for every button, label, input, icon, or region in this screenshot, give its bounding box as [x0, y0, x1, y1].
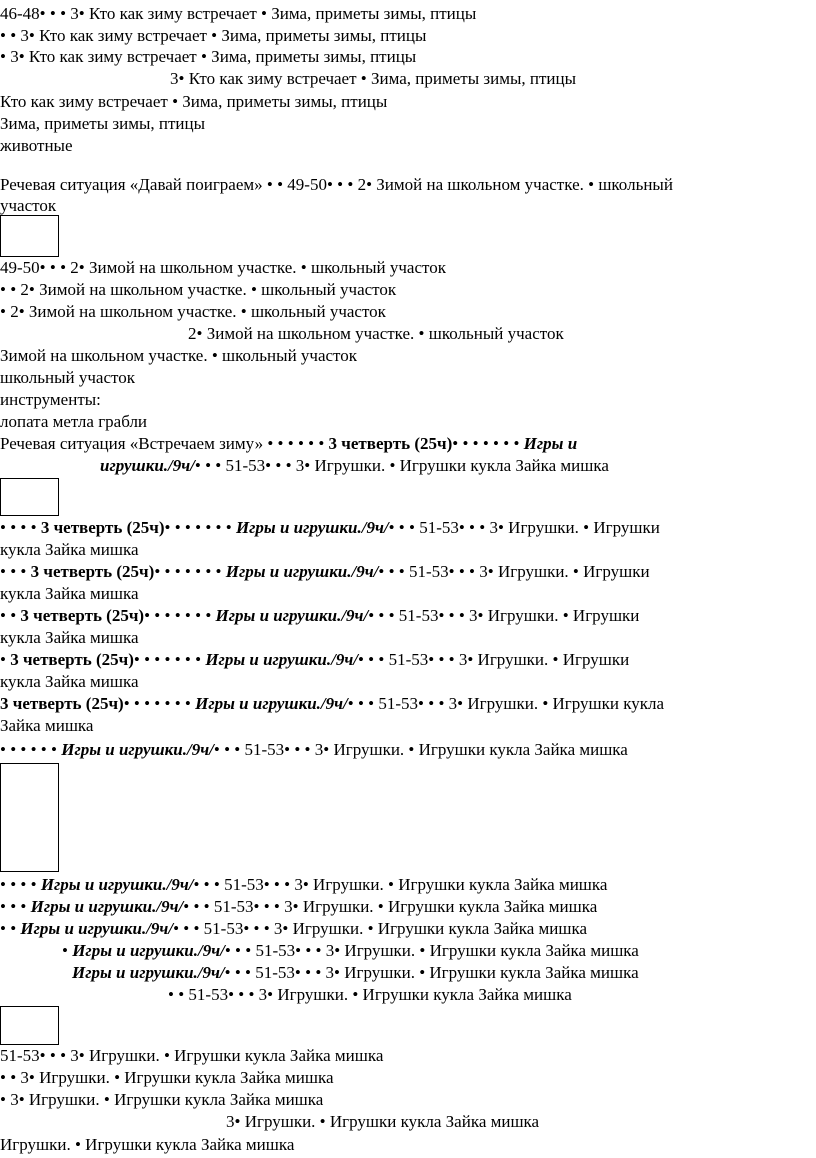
text-run: Речевая ситуация «Давай поиграем» • • 49-50• • • 2• Зимой на школьном участке. • школьный	[0, 175, 673, 194]
text-line	[0, 196, 56, 216]
bold-italic-text: Игры и игрушки./9ч/	[215, 606, 369, 625]
text-run: кукла Зайка мишка	[0, 628, 139, 647]
text-line	[0, 540, 139, 560]
text-run: 51-53• • • 3• Игрушки. • Игрушки кукла Зайка мишка	[0, 1046, 384, 1065]
text-line	[0, 1046, 383, 1066]
text-run: 49-50• • • 2• Зимой на школьном участке. • школьный участок	[0, 258, 446, 277]
text-run: • •	[0, 919, 21, 938]
text-run: животные	[0, 136, 73, 155]
text-line	[0, 606, 639, 626]
text-line	[0, 368, 135, 388]
bold-italic-text: Игры и игрушки./9ч/	[72, 963, 225, 982]
text-line	[0, 694, 664, 714]
text-line	[0, 47, 416, 67]
bold-italic-text: Игры и игрушки./9ч/	[20, 919, 174, 938]
text-run: •	[62, 941, 73, 960]
text-run: • • •	[0, 562, 31, 581]
bold-text: 3 четверть (25ч)	[30, 562, 155, 581]
text-run: • • • 51-53• • • 3• Игрушки. • Игрушки	[357, 650, 630, 669]
text-run: • • • 51-53• • • 3• Игрушки. • Игрушки	[368, 606, 640, 625]
text-run: школьный участок	[0, 368, 135, 387]
text-run: 3• Кто как зиму встречает • Зима, приметы зимы, птицы	[170, 69, 577, 88]
bold-italic-text: Игры и игрушки./9ч/	[195, 694, 348, 713]
text-line	[0, 584, 139, 604]
text-run: • • • 51-53• • • 3• Игрушки. • Игрушки	[388, 518, 660, 537]
text-run: 3• Игрушки. • Игрушки кукла Зайка мишка	[226, 1112, 540, 1131]
bold-text: 3 четверть (25ч)	[20, 606, 145, 625]
text-line	[62, 941, 639, 961]
text-run: 46-48• • • 3• Кто как зиму встречает • Зима, приметы зимы, птицы	[0, 4, 477, 23]
text-run: • • • • • • •	[133, 650, 206, 669]
text-line	[100, 456, 609, 476]
text-line	[170, 69, 576, 89]
text-line	[0, 92, 387, 112]
text-line	[0, 919, 587, 939]
text-line	[0, 518, 660, 538]
text-line	[0, 175, 673, 195]
text-line	[0, 114, 205, 134]
text-run: • 2• Зимой на школьном участке. • школьный участок	[0, 302, 386, 321]
text-run: • • • • • • •	[123, 694, 196, 713]
bold-italic-text: Игры и игрушки./9ч/	[225, 562, 379, 581]
text-run: участок	[0, 196, 57, 215]
text-run: 2• Зимой на школьном участке. • школьный участок	[188, 324, 564, 343]
text-line	[226, 1112, 539, 1132]
text-line	[0, 1090, 323, 1110]
text-run: • • • • • • •	[144, 606, 216, 625]
text-line	[0, 650, 629, 670]
text-run: • 3• Игрушки. • Игрушки кукла Зайка мишка	[0, 1090, 324, 1109]
empty-frame-1	[0, 215, 59, 257]
text-run: кукла Зайка мишка	[0, 584, 139, 603]
text-line	[72, 963, 639, 983]
text-line	[168, 985, 572, 1005]
text-line	[0, 740, 628, 760]
bold-italic-text: Игры и игрушки./9ч/	[205, 650, 358, 669]
bold-text: 3 четверть (25ч)	[10, 650, 134, 669]
bold-text: 3 четверть (25ч)	[40, 518, 165, 537]
bold-text: 3 четверть (25ч)	[0, 694, 124, 713]
bold-italic-text: Игры и	[523, 434, 578, 453]
text-run: • • 2• Зимой на школьном участке. • школьный участок	[0, 280, 397, 299]
text-run: • • • 51-53• • • 3• Игрушки. • Игрушки кукла Зайка мишка	[183, 897, 598, 916]
bold-italic-text: Игры и игрушки./9ч/	[235, 518, 389, 537]
text-run: • • • • • •	[0, 740, 62, 759]
text-line	[0, 258, 446, 278]
text-run: • 3• Кто как зиму встречает • Зима, приметы зимы, птицы	[0, 47, 417, 66]
text-run: • • • •	[0, 875, 41, 894]
empty-frame-4	[0, 1006, 59, 1045]
text-run: Зимой на школьном участке. • школьный участок	[0, 346, 358, 365]
text-run: • • • 51-53• • • 3• Игрушки. • Игрушки кукла Зайка мишка	[194, 456, 609, 475]
text-line	[0, 1135, 294, 1155]
text-run: кукла Зайка мишка	[0, 672, 139, 691]
text-line	[0, 136, 73, 156]
text-run: • • • 51-53• • • 3• Игрушки. • Игрушки кукла Зайка мишка	[224, 941, 639, 960]
text-run: Кто как зиму встречает • Зима, приметы зимы, птицы	[0, 92, 388, 111]
text-line	[0, 562, 650, 582]
text-run: • • •	[0, 897, 31, 916]
text-run: • • • •	[0, 518, 41, 537]
text-run: Зайка мишка	[0, 716, 94, 735]
text-line	[0, 716, 93, 736]
text-line	[0, 390, 101, 410]
text-run: Игрушки. • Игрушки кукла Зайка мишка	[0, 1135, 295, 1154]
text-line	[0, 280, 396, 300]
bold-text: 3 четверть (25ч)	[328, 434, 453, 453]
text-line	[0, 672, 139, 692]
text-run: • • • 51-53• • • 3• Игрушки. • Игрушки кукла Зайка мишка	[173, 919, 588, 938]
text-line	[0, 897, 597, 917]
text-run: • • • • • • •	[452, 434, 524, 453]
bold-italic-text: Игры и игрушки./9ч/	[61, 740, 214, 759]
text-run: лопата метла грабли	[0, 412, 148, 431]
text-line	[0, 26, 426, 46]
text-line	[0, 412, 147, 432]
empty-frame-3	[0, 763, 59, 872]
text-line	[0, 4, 476, 24]
text-run: • •	[0, 606, 21, 625]
text-run: кукла Зайка мишка	[0, 540, 139, 559]
text-run: • • • 51-53• • • 3• Игрушки. • Игрушки кукла Зайка мишка	[213, 740, 628, 759]
text-run: • • 51-53• • • 3• Игрушки. • Игрушки кукла Зайка мишка	[168, 985, 572, 1004]
text-line	[188, 324, 564, 344]
text-run: • • • 51-53• • • 3• Игрушки. • Игрушки кукла Зайка мишка	[224, 963, 639, 982]
bold-italic-text: Игры и игрушки./9ч/	[40, 875, 194, 894]
text-run: • • • • • • •	[154, 562, 226, 581]
bold-italic-text: Игры и игрушки./9ч/	[30, 897, 184, 916]
text-run: • • 3• Игрушки. • Игрушки кукла Зайка мишка	[0, 1068, 334, 1087]
text-line	[0, 346, 357, 366]
text-run: • • • 51-53• • • 3• Игрушки. • Игрушки кукла	[347, 694, 665, 713]
text-line	[0, 302, 386, 322]
text-run: •	[0, 650, 11, 669]
text-line	[0, 1068, 334, 1088]
text-run: • • • 51-53• • • 3• Игрушки. • Игрушки	[378, 562, 650, 581]
text-run: • • • 51-53• • • 3• Игрушки. • Игрушки кукла Зайка мишка	[193, 875, 608, 894]
bold-italic-text: Игры и игрушки./9ч/	[72, 941, 225, 960]
text-run: • • 3• Кто как зиму встречает • Зима, приметы зимы, птицы	[0, 26, 427, 45]
text-run: Зима, приметы зимы, птицы	[0, 114, 206, 133]
text-line	[0, 434, 577, 454]
bold-italic-text: игрушки./9ч/	[100, 456, 195, 475]
text-run: • • • • • • •	[164, 518, 236, 537]
text-line	[0, 875, 607, 895]
empty-frame-2	[0, 478, 59, 516]
text-run: инструменты:	[0, 390, 101, 409]
text-run: Речевая ситуация «Встречаем зиму» • • • • • •	[0, 434, 329, 453]
text-line	[0, 628, 139, 648]
